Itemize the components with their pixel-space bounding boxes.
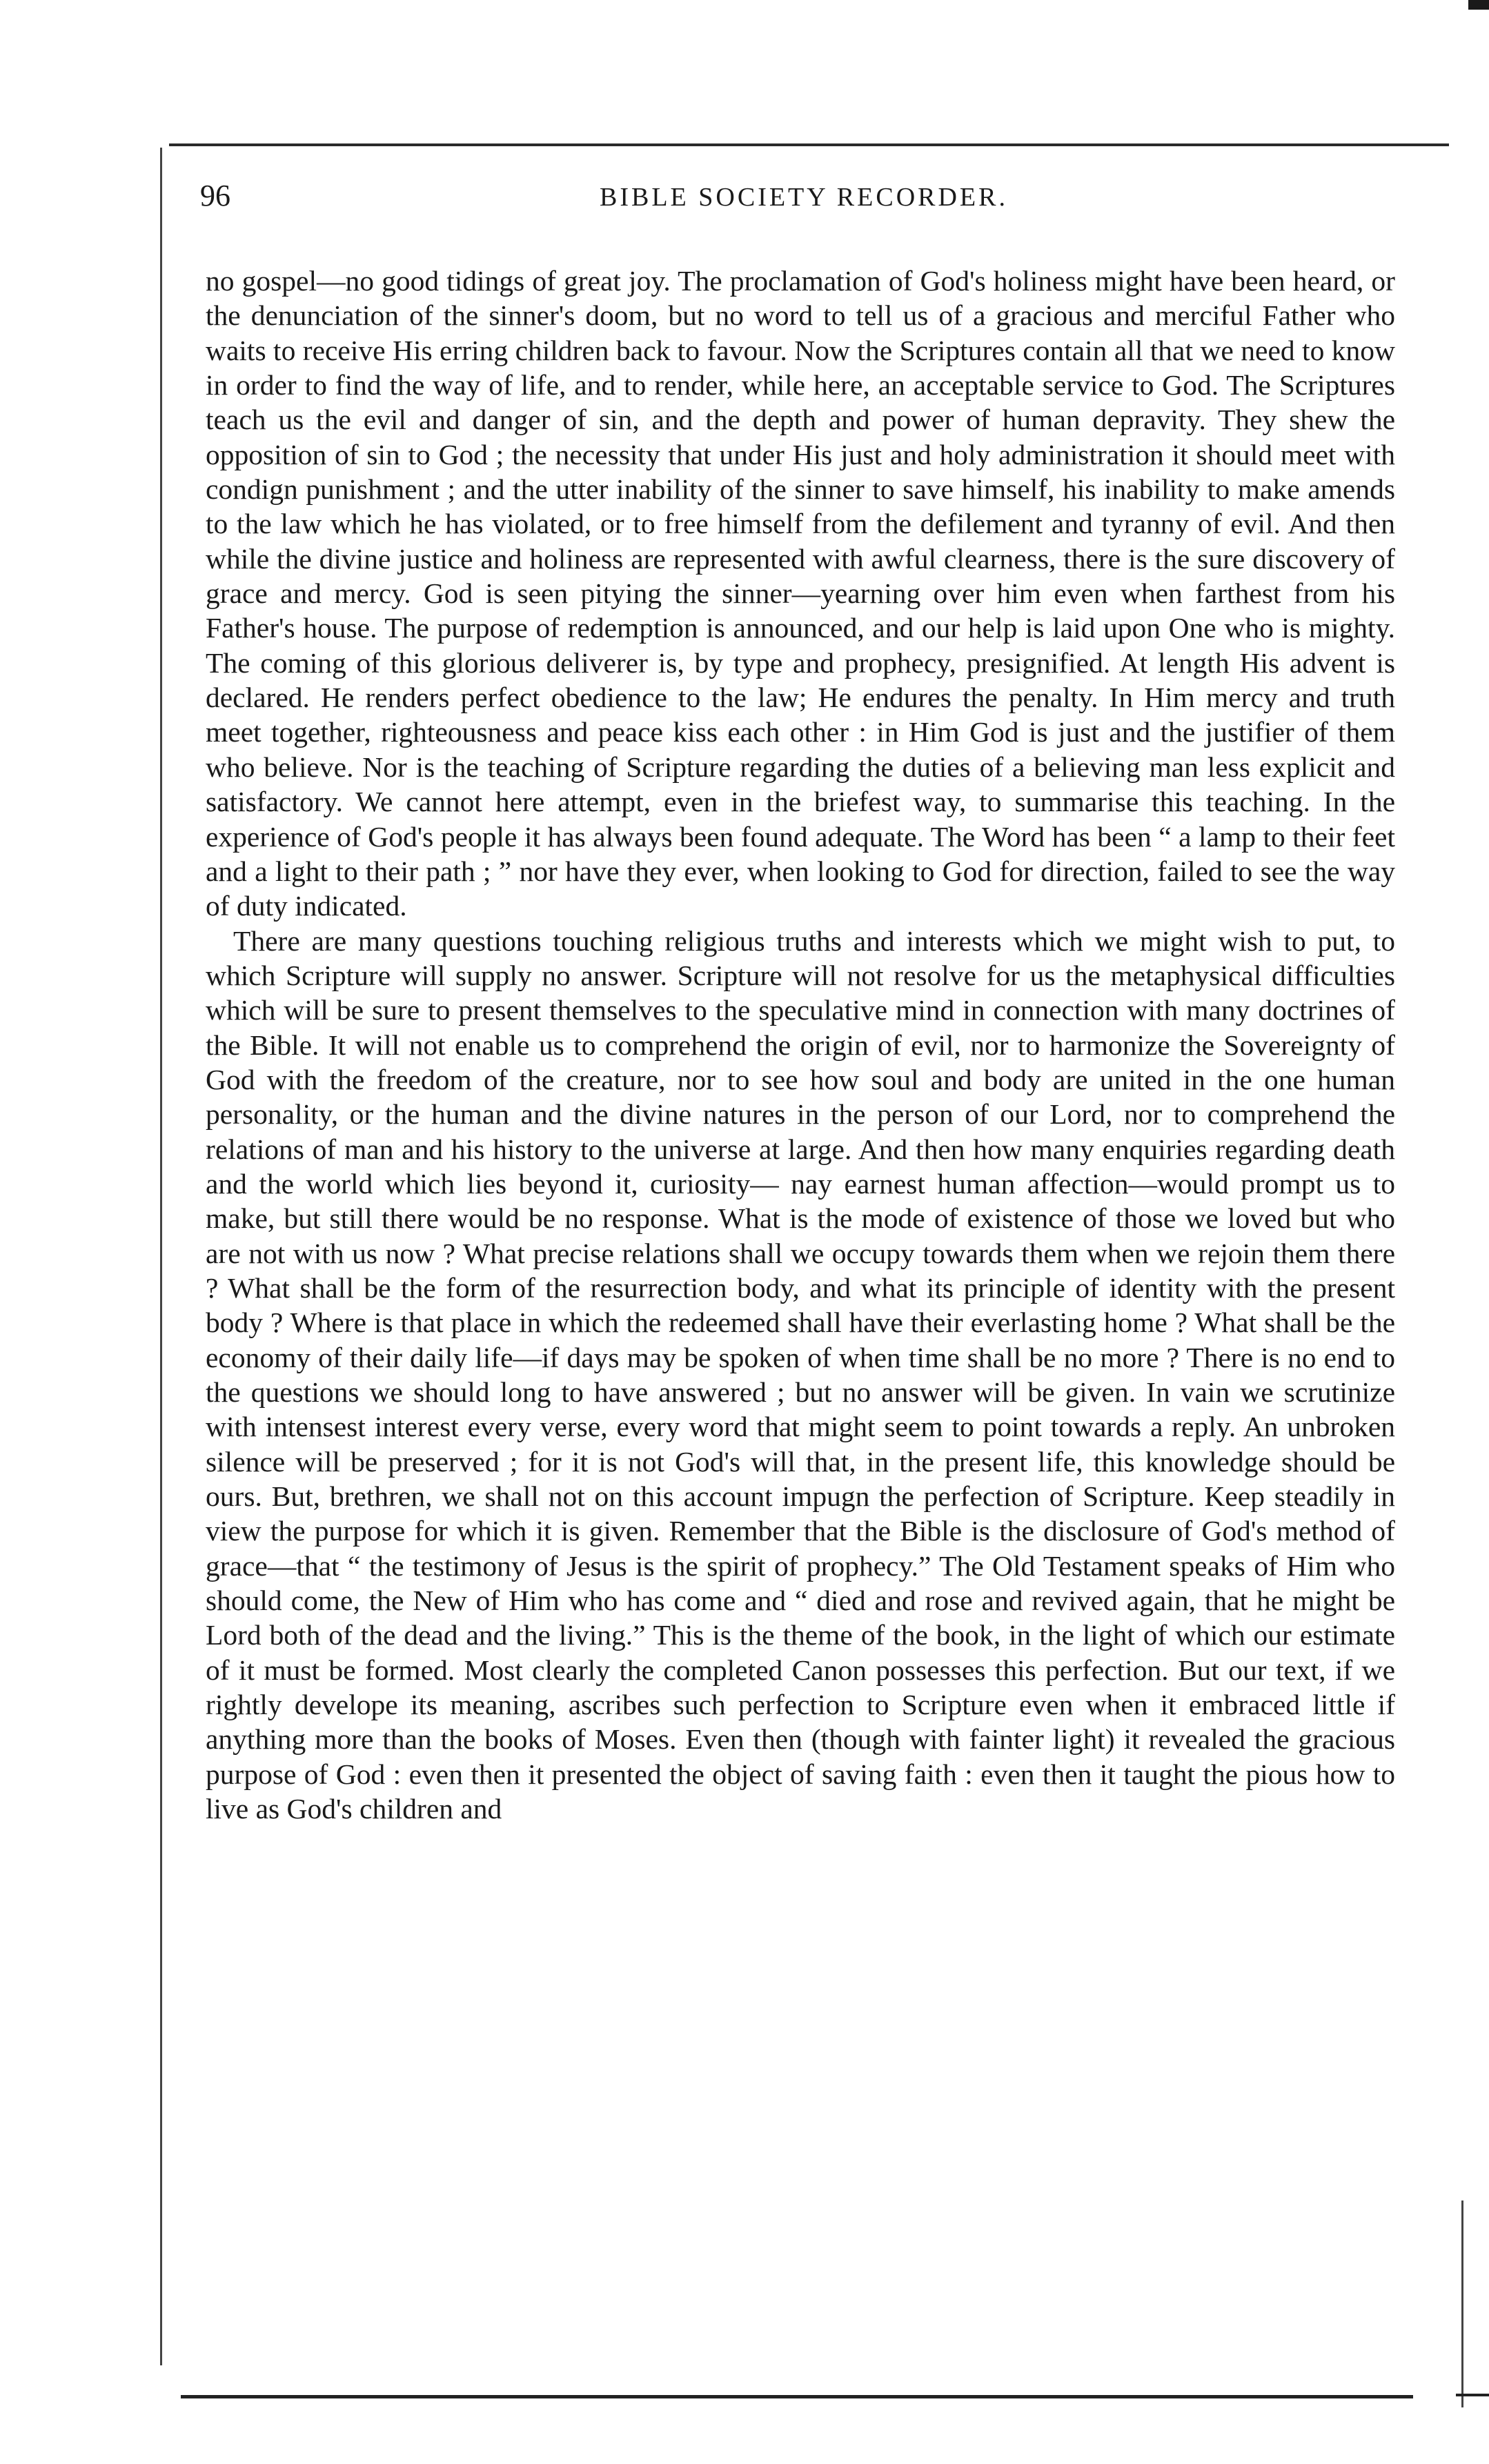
page-number: 96 — [200, 179, 230, 212]
left-margin-rule — [160, 148, 162, 2365]
page-header — [200, 178, 1408, 219]
footer-rule — [181, 2395, 1413, 2398]
right-margin-rule — [1461, 2200, 1463, 2407]
paragraph: There are many questions touching religious truths and interests which we might wish to put, to which Scripture will supply no answer. Scripture will not resolve for us the metaphysical difficulties which will be sure to present themselves to the speculative mind in connection with many doctrines of the Bible. It will not enable us to comprehend the origin of evil, nor to harmonize the Sovereignty of God with the freedom of the creature, nor to see how soul and body are united in the one human personality, or the human and the divine natures in the person of our Lord, nor to comprehend the relations of man and his history to the universe at large. And then how many enquiries regarding death and the world which lies beyond it, curiosity— nay earnest human affection—would prompt us to make, but still there would be no response. What is the mode of existence of those we loved but who are not with us now ? What precise relations shall we occupy towards them when we rejoin them there ? What shall be the form of the resurrection body, and what its principle of identity with the present body ? Where is that place in which the redeemed shall have their everlasting home ? What shall be the economy of their daily life—if days may be spoken of when time shall be no more ? There is no end to the questions we should long to have answered ; but no answer will be given. In vain we scrutinize with intensest interest every verse, every word that might seem to point towards a reply. An unbroken silence will be preserved ; for it is not God's will that, in the present life, this knowledge should be ours. But, brethren, we shall not on this account impugn the perfection of Scripture. Keep steadily in view the purpose for which it is given. Remember that the Bible is the disclosure of God's method of grace—that “ the testimony of Jesus is the spirit of prophecy.” The Old Testament speaks of Him who should come, the New of Him who has come and “ died and rose and revived again, that he might be Lord both of the dead and the living.” This is the theme of the book, in the light of which our estimate of it must be formed. Most clearly the completed Canon possesses this perfection. But our text, if we rightly develope its meaning, ascribes such perfection to Scripture even when it embraced little if anything more than the books of Moses. Even then (though with fainter light) it revealed the gracious purpose of God : even then it presented the object of saving faith : even then it taught the pious how to live as God's children and — [206, 924, 1395, 1825]
running-title: BIBLE SOCIETY RECORDER. — [600, 183, 1008, 212]
footer-rule-fragment — [1456, 2394, 1489, 2396]
body-text — [206, 264, 1395, 1826]
paragraph: no gospel—no good tidings of great joy. The proclamation of God's holiness might have been heard, or the denunciation of the sinner's doom, but no word to tell us of a gracious and merciful Father who waits to receive His erring children back to favour. Now the Scriptures contain all that we need to know in order to find the way of life, and to render, while here, an acceptable service to God. The Scriptures teach us the evil and danger of sin, and the depth and power of human depravity. They shew the opposition of sin to God ; the necessity that under His just and holy administration it should meet with condign punishment ; and the utter inability of the sinner to save himself, his inability to make amends to the law which he has violated, or to free himself from the defilement and tyranny of evil. And then while the divine justice and holiness are represented with awful clearness, there is the sure discovery of grace and mercy. God is seen pitying the sinner—yearning over him even when farthest from his Father's house. The purpose of redemption is announced, and our help is laid upon One who is mighty. The coming of this glorious deliverer is, by type and prophecy, presignified. At length His advent is declared. He renders perfect obedience to the law; He endures the penalty. In Him mercy and truth meet together, righteousness and peace kiss each other : in Him God is just and the justifier of them who believe. Nor is the teaching of Scripture regarding the duties of a believing man less explicit and satisfactory. We cannot here attempt, even in the briefest way, to summarise this teaching. In the experience of God's people it has always been found adequate. The Word has been “ a lamp to their feet and a light to their path ; ” nor have they ever, when looking to God for direction, failed to see the way of duty indicated. — [206, 265, 1395, 922]
header-rule — [169, 143, 1449, 146]
corner-mark — [1468, 0, 1489, 10]
